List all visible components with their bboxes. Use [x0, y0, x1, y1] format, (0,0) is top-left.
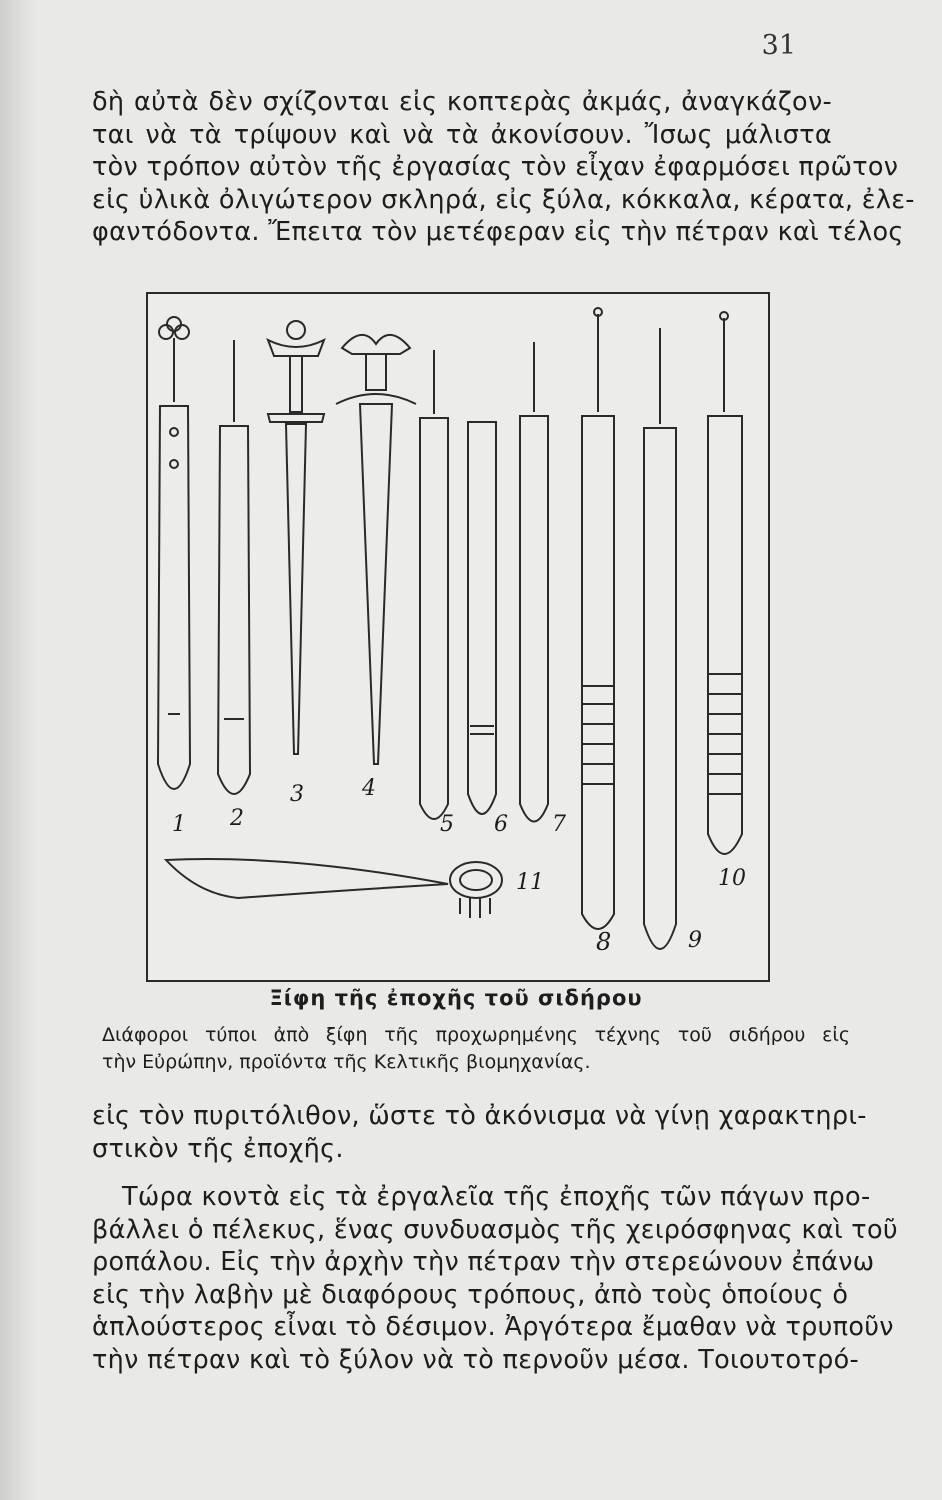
sword-5-drawing	[420, 350, 448, 819]
text-line: βάλλει ὁ πέλεκυς, ἕνας συνδυασμὸς τῆς χειρόσφηνας καὶ τοῦ	[92, 1214, 898, 1245]
bottom-paragraph-2	[92, 1181, 898, 1377]
figure-label-10: 10	[718, 866, 746, 891]
sword-3-drawing	[268, 321, 324, 754]
figure-label-1: 1	[172, 812, 186, 837]
figure-title: Ξίφη τῆς ἐποχῆς τοῦ σιδήρου	[269, 986, 643, 1010]
figure-description	[102, 1022, 850, 1076]
text-line: στικὸν τῆς ἐποχῆς.	[92, 1133, 344, 1164]
page-number: 31	[761, 30, 796, 61]
page-gutter-shadow	[0, 0, 38, 1500]
sword-4-drawing	[336, 335, 416, 764]
figure-label-4: 4	[362, 776, 376, 801]
sword-10-drawing	[708, 312, 742, 854]
text-line: τὸν τρόπον αὐτὸν τῆς ἐργασίας τὸν εἶχαν ἐφαρμόσει πρῶτον	[92, 152, 899, 183]
swords-drawing	[148, 294, 768, 980]
sword-8-drawing	[582, 308, 614, 929]
swords-illustration	[146, 292, 770, 982]
text-line: ροπάλου. Εἰς τὴν ἀρχὴν τὴν πέτραν τὴν στερεώνουν ἐπάνω	[92, 1247, 875, 1278]
text-line: ἁπλούστερος εἶναι τὸ δέσιμον. Ἀργότερα ἔμαθαν νὰ τρυποῦν	[92, 1312, 894, 1343]
top-paragraph	[92, 86, 915, 249]
text-line: Τώρα κοντὰ εἰς τὰ ἐργαλεῖα τῆς ἐποχῆς τῶν πάγων προ-	[122, 1182, 871, 1212]
sword-1-drawing	[158, 317, 190, 789]
text-line: τὴν πέτραν καὶ τὸ ξύλον νὰ τὸ περνοῦν μέσα. Τοιουτοτρό-	[92, 1344, 859, 1375]
figure-label-9: 9	[688, 928, 702, 953]
text-line: τὴν Εὐρώπην, προϊόντα τῆς Κελτικῆς βιομηχανίας.	[102, 1051, 591, 1073]
figure-label-3: 3	[290, 782, 304, 807]
text-line: δὴ αὐτὰ δὲν σχίζονται εἰς κοπτερὰς ἀκμάς, ἀναγκάζον-	[92, 87, 832, 117]
text-line: εἰς ὑλικὰ ὀλιγώτερον σκληρά, εἰς ξύλα, κόκκαλα, κέρατα, ἐλε-	[92, 184, 915, 215]
text-line: Διάφοροι τύποι ἀπὸ ξίφη τῆς προχωρημένης τέχνης τοῦ σιδήρου εἰς	[102, 1024, 850, 1046]
bottom-paragraph-1	[92, 1100, 867, 1165]
figure-label-6: 6	[494, 812, 508, 837]
sword-2-drawing	[218, 340, 250, 794]
dagger-11-drawing	[166, 859, 502, 918]
figure-label-11: 11	[516, 870, 544, 895]
figure-label-2: 2	[230, 806, 244, 831]
text-line: ται νὰ τὰ τρίψουν καὶ νὰ τὰ ἀκονίσουν. Ἴσως μάλιστα	[92, 119, 832, 150]
figure-label-8: 8	[596, 928, 612, 956]
text-line: εἰς τὴν λαβὴν μὲ διαφόρους τρόπους, ἀπὸ τοὺς ὁποίους ὁ	[92, 1279, 849, 1310]
text-line: φαντόδοντα. Ἔπειτα τὸν μετέφεραν εἰς τὴν πέτραν καὶ τέλος	[92, 217, 904, 248]
text-line: εἰς τὸν πυριτόλιθον, ὥστε τὸ ἀκόνισμα νὰ γίνῃ χαρακτηρι-	[92, 1101, 867, 1131]
sword-9-drawing	[644, 328, 676, 949]
figure-label-7: 7	[552, 812, 566, 837]
sword-6-drawing	[468, 422, 496, 814]
sword-7-drawing	[520, 342, 548, 822]
figure-label-5: 5	[440, 812, 454, 837]
